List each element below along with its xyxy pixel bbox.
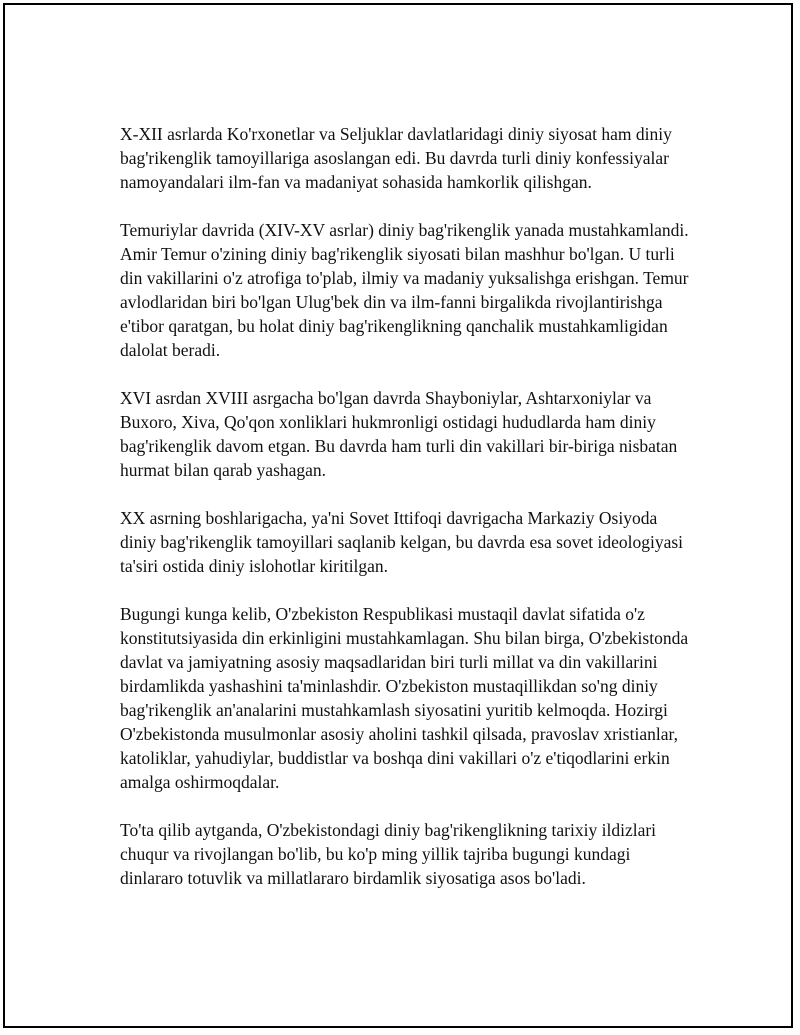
paragraph-2: Temuriylar davrida (XIV-XV asrlar) diniy bag'rikenglik yanada mustahkamlandi. Amir Temur o'zining diniy bag'rikenglik siyosati bilan mashhur bo'lgan. U turli din vakillarini o'z atrofiga to'plab, ilmiy va madaniy yuksalishga erishgan. Temur avlodlaridan biri bo'lgan Ulug'bek din va ilm-fanni birgalikda rivojlantirishga e'tibor qaratgan, bu holat diniy bag'rikenglikning qanchalik mustahkamligidan dalolat beradi. — [120, 220, 689, 360]
paragraph-3: XVI asrdan XVIII asrgacha bo'lgan davrda Shayboniylar, Ashtarxoniylar va Buxoro, Xiva, Qo'qon xonliklari hukmronligi ostidagi hududlarda ham diniy bag'rikenglik davom etgan. Bu davrda ham turli din vakillari bir-biriga nisbatan hurmat bilan qarab yashagan. — [120, 388, 678, 480]
paragraph-1: X-XII asrlarda Ko'rxonetlar va Seljuklar davlatlaridagi diniy siyosat ham diniy bag'rikenglik tamoyillariga asoslangan edi. Bu davrda turli diniy konfessiyalar namoyandalari ilm-fan va madaniyat sohasida hamkorlik qilishgan. — [120, 124, 672, 192]
paragraph-4: XX asrning boshlarigacha, ya'ni Sovet Ittifoqi davrigacha Markaziy Osiyoda diniy bag'rikenglik tamoyillari saqlanib kelgan, bu davrda esa sovet ideologiyasi ta'siri ostida diniy islohotlar kiritilgan. — [120, 508, 684, 576]
paragraph-6: To'ta qilib aytganda, O'zbekistondagi diniy bag'rikenglikning tarixiy ildizlari chuqur va rivojlangan bo'lib, bu ko'p ming yillik tajriba bugungi kundagi dinlararo totuvlik va millatlararo birdamlik siyosatiga asos bo'ladi. — [120, 820, 657, 888]
page-frame — [3, 3, 793, 1028]
document-body — [120, 122, 690, 914]
paragraph-5: Bugungi kunga kelib, O'zbekiston Respublikasi mustaqil davlat sifatida o'z konstitutsiyasida din erkinligini mustahkamlagan. Shu bilan birga, O'zbekistonda davlat va jamiyatning asosiy maqsadlaridan biri turli millat va din vakillarini birdamlikda yashashini ta'minlashdir. O'zbekiston mustaqillikdan so'ng diniy bag'rikenglik an'analarini mustahkamlash siyosatini yuritib kelmoqda. Hozirgi O'zbekistonda musulmonlar asosiy aholini tashkil qilsada, pravoslav xristianlar, katoliklar, yahudiylar, buddistlar va boshqa dini vakillari o'z e'tiqodlarini erkin amalga oshirmoqdalar. — [120, 604, 689, 792]
